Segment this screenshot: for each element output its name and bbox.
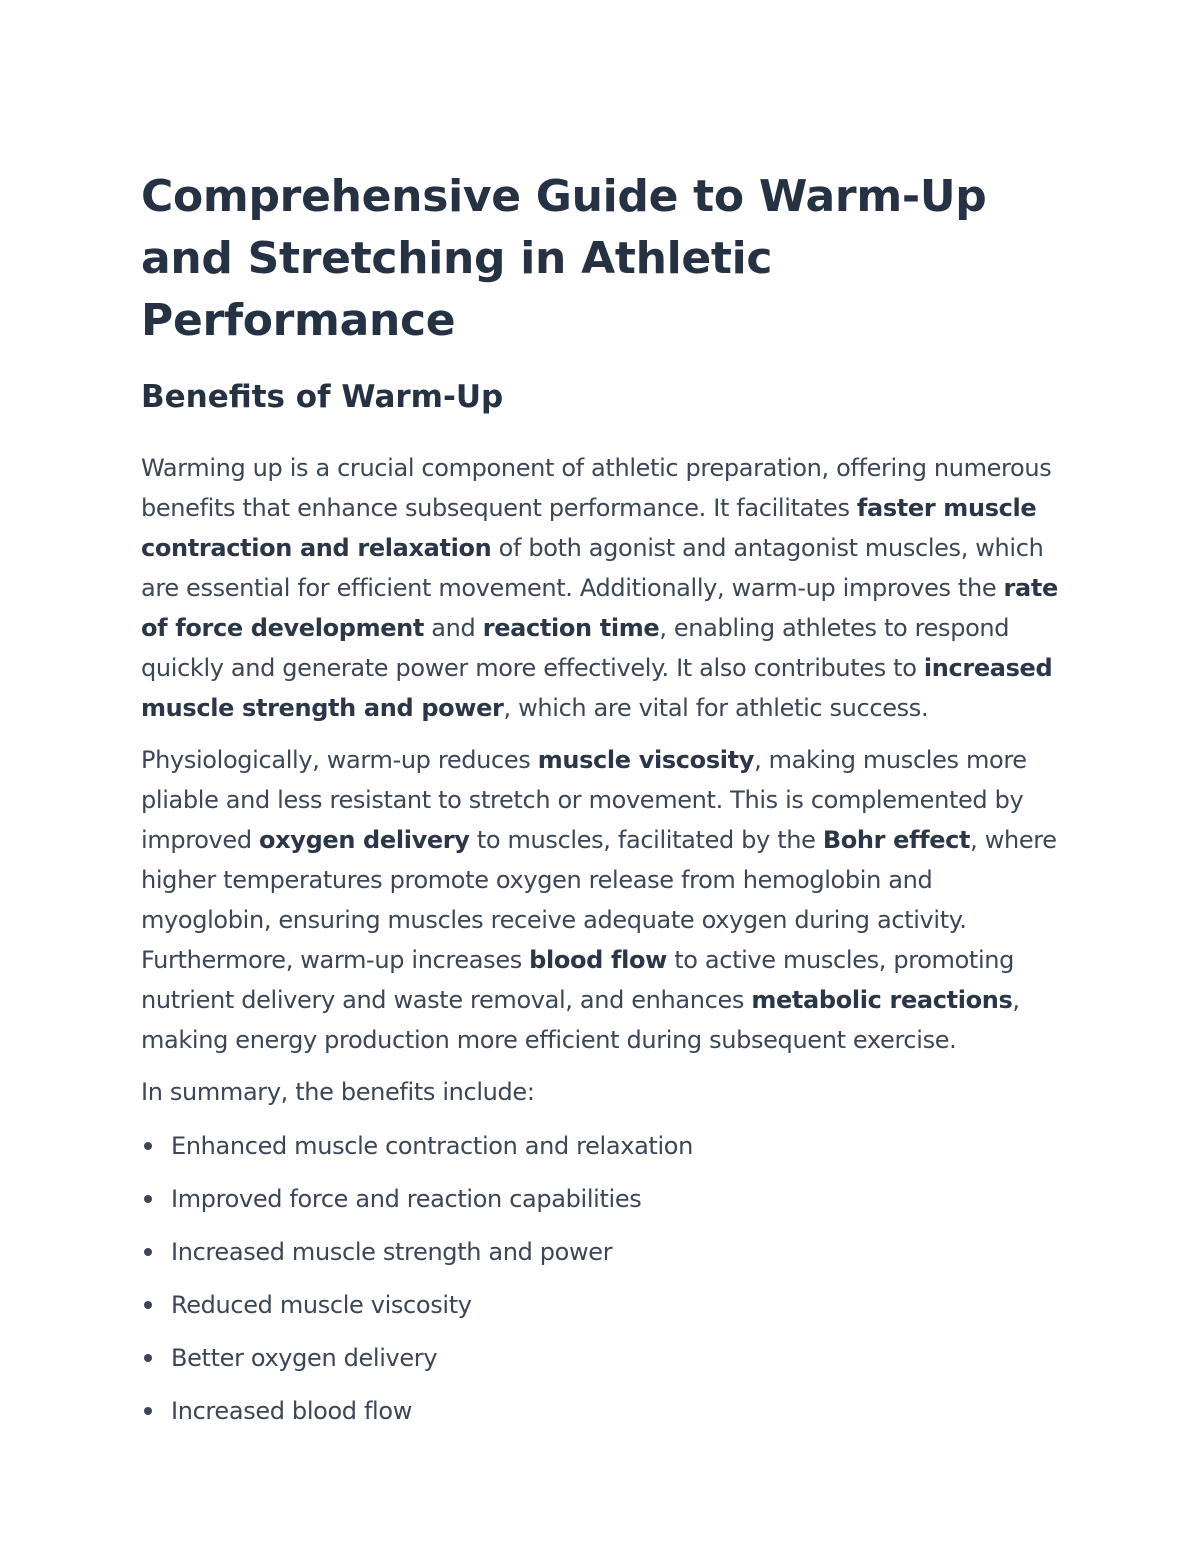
text-run: Warming up is a crucial component of athletic preparation, offering numerous benefits that enhance subsequent performance. It facilitates [141, 454, 1052, 522]
list-item [141, 1226, 1066, 1279]
list-item [141, 1385, 1066, 1438]
list-item-text: Reduced muscle viscosity [171, 1291, 472, 1319]
bold-phrase: metabolic reactions [751, 986, 1013, 1014]
text-run: to muscles, facilitated by the [469, 826, 823, 854]
bold-phrase: faster muscle contraction and relaxation [141, 494, 1037, 562]
text-run: , which are vital for athletic success. [503, 694, 929, 722]
bullet-icon [144, 1354, 152, 1362]
bold-phrase: muscle viscosity [537, 746, 755, 774]
text-run: , making muscles more pliable and less resistant to stretch or movement. This is complemented by improved [141, 746, 1027, 854]
list-item [141, 1279, 1066, 1332]
list-item [141, 1332, 1066, 1385]
bullet-icon [144, 1407, 152, 1415]
text-run: and [424, 614, 483, 642]
document-title: Comprehensive Guide to Warm-Up and Stretching in Athletic Performance [141, 171, 987, 346]
list-item [141, 1173, 1066, 1226]
list-item-text: Better oxygen delivery [171, 1344, 438, 1372]
section-heading-benefits: Benefits of Warm-Up [141, 379, 504, 415]
bullet-icon [144, 1248, 152, 1256]
bold-phrase: oxygen delivery [259, 826, 470, 854]
bold-phrase: reaction time [482, 614, 660, 642]
text-run: Physiologically, warm-up reduces [141, 746, 538, 774]
text-run: , where higher temperatures promote oxygen release from hemoglobin and myoglobin, ensuring muscles receive adequate oxygen during activity. Furthermore, warm-up increases [141, 826, 1057, 974]
bold-phrase: blood flow [529, 946, 667, 974]
summary-intro: In summary, the benefits include: [141, 1078, 535, 1106]
bullet-icon [144, 1142, 152, 1150]
text-run: to active muscles, promoting nutrient delivery and waste removal, and enhances [141, 946, 1015, 1014]
list-item-text: Enhanced muscle contraction and relaxation [171, 1132, 693, 1160]
bullet-icon [144, 1195, 152, 1203]
text-run: of both agonist and antagonist muscles, which are essential for efficient movement. Additionally, warm-up improves the [141, 534, 1044, 602]
text-run: , enabling athletes to respond quickly and generate power more effectively. It also contributes to [141, 614, 1010, 682]
list-item [141, 1120, 1066, 1173]
bold-phrase: increased muscle strength and power [141, 654, 1053, 722]
bullet-icon [144, 1301, 152, 1309]
list-item-text: Improved force and reaction capabilities [171, 1185, 642, 1213]
list-item-text: Increased blood flow [171, 1397, 412, 1425]
benefits-list [141, 1120, 1066, 1438]
paragraph-benefits-overview [141, 448, 1066, 728]
list-item-text: Increased muscle strength and power [171, 1238, 613, 1266]
bold-phrase: rate of force development [141, 574, 1058, 642]
text-run: , making energy production more efficient during subsequent exercise. [141, 986, 1020, 1054]
bold-phrase: Bohr effect [822, 826, 971, 854]
paragraph-physiology [141, 740, 1066, 1060]
document-page [141, 166, 1066, 1438]
